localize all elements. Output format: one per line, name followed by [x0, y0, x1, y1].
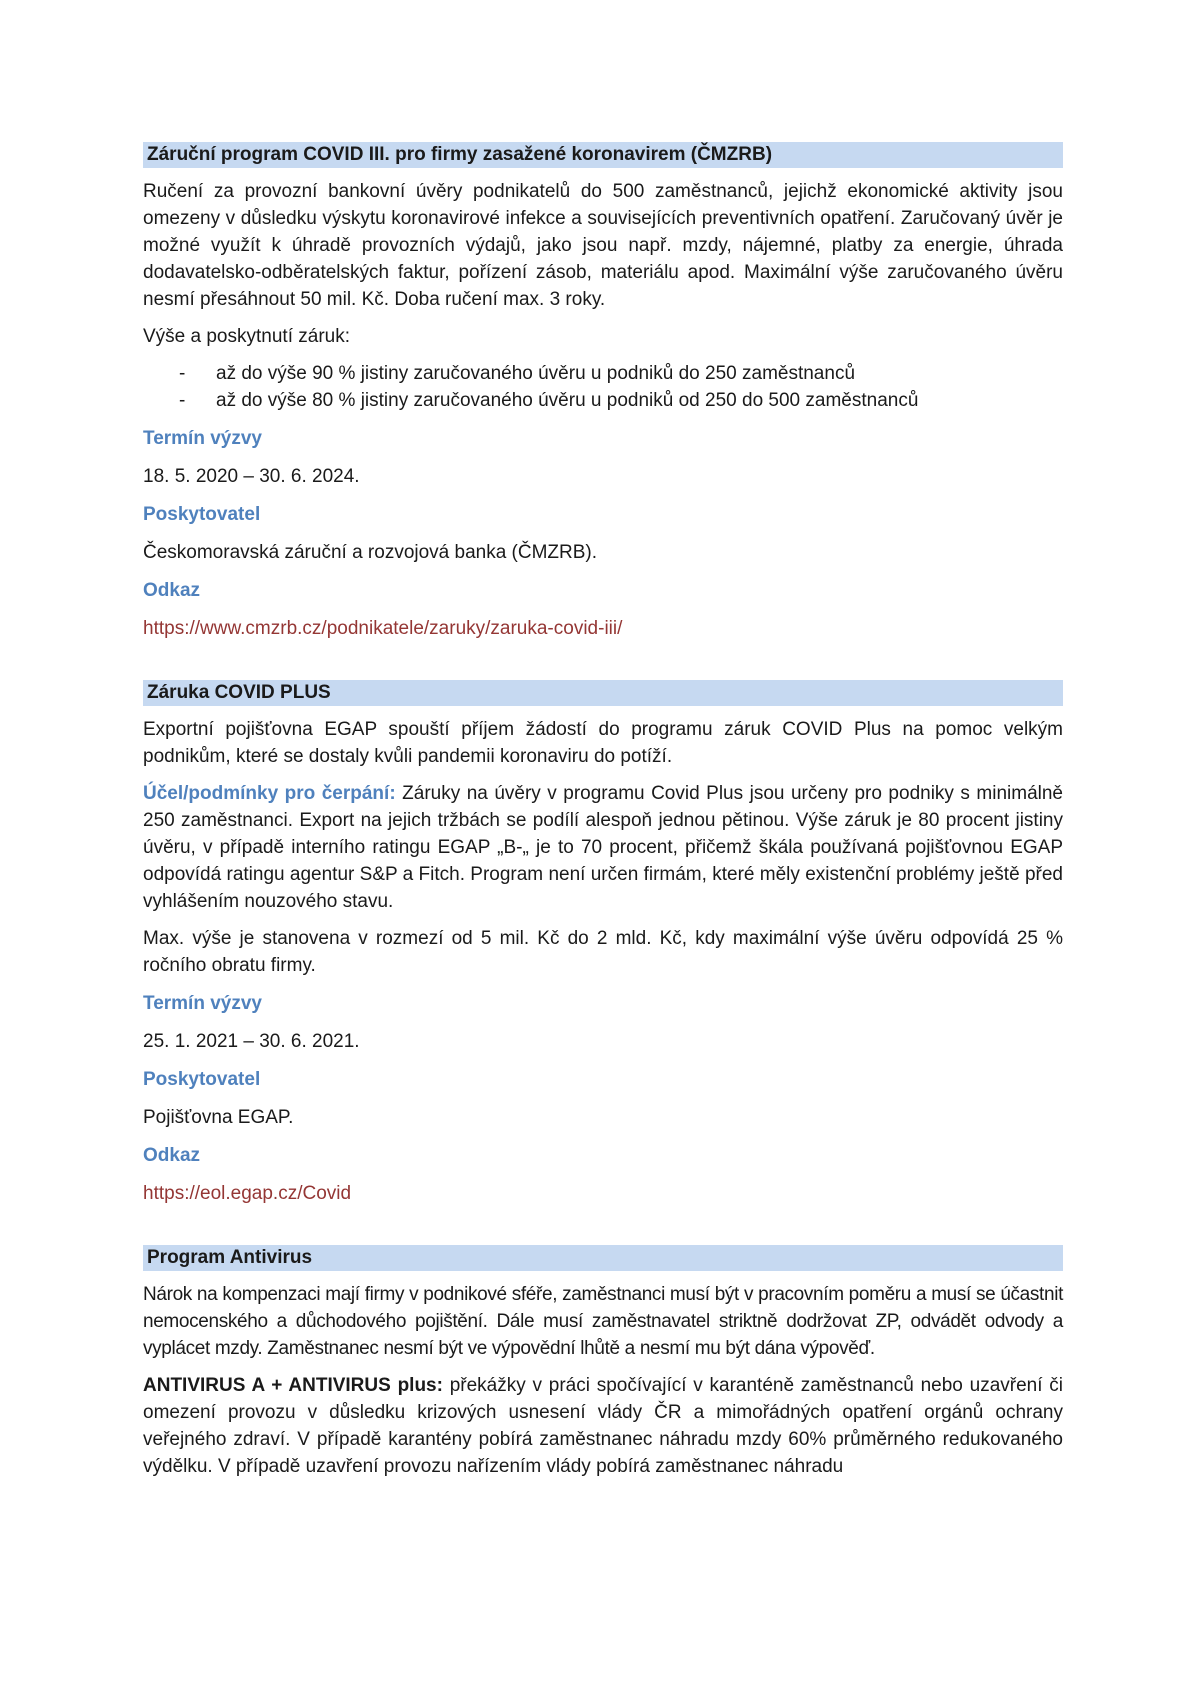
- section-body: Ručení za provozní bankovní úvěry podnikatelů do 500 zaměstnanců, jejichž ekonomické aktivity jsou omezeny v důsledku výskytu koronavirové infekce a souvisejících preventivních opatření. Zaručovaný úvěr je možné využít k úhradě provozních výdajů, jako jsou např. mzdy, nájemné, platby za energie, úhrada dodavatelsko-odběratelských faktur, pořízení zásob, materiálu apod. Maximální výše zaručovaného úvěru nesmí přesáhnout 50 mil. Kč. Doba ručení max. 3 roky.: [143, 181, 1063, 310]
- dash-bullet: -: [179, 390, 186, 411]
- link-heading: Odkaz: [143, 580, 201, 601]
- section-title-covid-plus: Záruka COVID PLUS: [143, 680, 1063, 706]
- purpose-label: Účel/podmínky pro čerpání:: [143, 783, 396, 804]
- provider-heading: Poskytovatel: [143, 504, 261, 525]
- term-heading: Termín výzvy: [143, 993, 262, 1014]
- provider-heading: Poskytovatel: [143, 1069, 261, 1090]
- link-heading: Odkaz: [143, 1145, 201, 1166]
- antivirus-a-text: překážky v práci spočívající v karanténě zaměstnanců nebo uzavření či omezení provozu v důsledku krizových usnesení vlády ČR a mimořádných opatření orgánů ochrany veřejného zdraví. V případě karantény pobírá zaměstnanec náhradu mzdy 60% průměrného redukovaného výdělku. V případě uzavření provozu nařízením vlády pobírá zaměstnanec náhradu: [143, 1375, 1063, 1477]
- guarantee-list: [143, 360, 1063, 414]
- list-item: - až do výše 90 % jistiny zaručovaného úvěru u podniků do 250 zaměstnanců: [143, 360, 1063, 387]
- purpose-paragraph: [143, 780, 1063, 915]
- purpose-text: Záruky na úvěry v programu Covid Plus jsou určeny pro podniky s minimálně 250 zaměstnanci. Export na jejich tržbách se podílí alespoň jednou pětinou. Výše záruk je 80 procent jistiny úvěru, v případě interního ratingu EGAP „B-„ je to 70 procent, přičemž škála používaná pojišťovnou EGAP odpovídá ratingu agentur S&P a Fitch. Program není určen firmám, které měly existenční problémy ještě před vyhlášením nouzového stavu.: [143, 783, 1063, 912]
- section-title-covid-iii: Záruční program COVID III. pro firmy zasažené koronavirem (ČMZRB): [143, 142, 1063, 168]
- program-link[interactable]: https://www.cmzrb.cz/podnikatele/zaruky/zaruka-covid-iii/: [143, 618, 623, 639]
- antivirus-a-paragraph: [143, 1372, 1063, 1480]
- dash-bullet: -: [179, 363, 186, 384]
- term-value: 18. 5. 2020 – 30. 6. 2024.: [143, 466, 360, 487]
- section-title-antivirus: Program Antivirus: [143, 1245, 1063, 1271]
- term-value: 25. 1. 2021 – 30. 6. 2021.: [143, 1031, 360, 1052]
- provider-value: Českomoravská záruční a rozvojová banka (ČMZRB).: [143, 542, 598, 563]
- program-link[interactable]: https://eol.egap.cz/Covid: [143, 1183, 352, 1204]
- document-page: [143, 142, 1063, 1480]
- antivirus-a-label: ANTIVIRUS A + ANTIVIRUS plus:: [143, 1375, 443, 1396]
- term-heading: Termín výzvy: [143, 428, 262, 449]
- list-intro: Výše a poskytnutí záruk:: [143, 326, 350, 347]
- section-body: Exportní pojišťovna EGAP spouští příjem žádostí do programu záruk COVID Plus na pomoc velkým podnikům, které se dostaly kvůli pandemii koronaviru do potíží.: [143, 719, 1063, 767]
- provider-value: Pojišťovna EGAP.: [143, 1107, 294, 1128]
- max-amount-paragraph: Max. výše je stanovena v rozmezí od 5 mil. Kč do 2 mld. Kč, kdy maximální výše úvěru odpovídá 25 % ročního obratu firmy.: [143, 928, 1063, 976]
- section-body: Nárok na kompenzaci mají firmy v podnikové sféře, zaměstnanci musí být v pracovním poměru a musí se účastnit nemocenského a důchodového pojištění. Dále musí zaměstnavatel striktně dodržovat ZP, odvádět odvody a vyplácet mzdy. Zaměstnanec nesmí být ve výpovědní lhůtě a nesmí mu být dána výpověď.: [143, 1284, 1063, 1359]
- list-item: - až do výše 80 % jistiny zaručovaného úvěru u podniků od 250 do 500 zaměstnanců: [143, 387, 1063, 414]
